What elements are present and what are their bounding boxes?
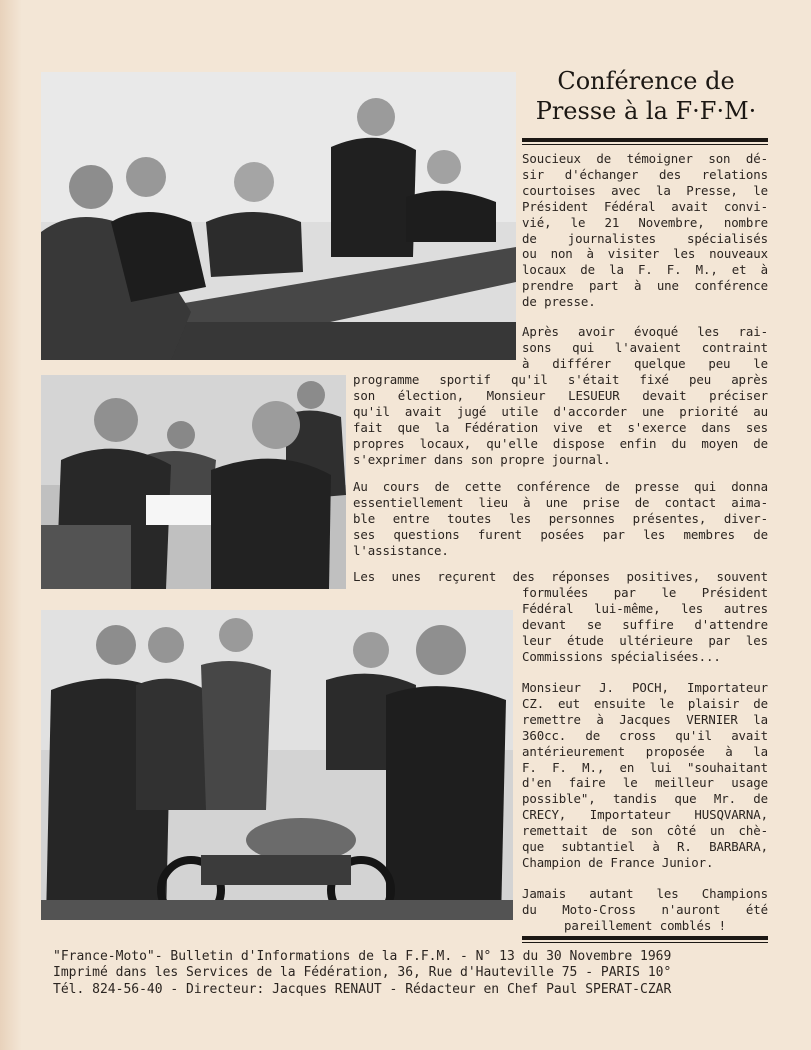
text-line: son élection, Monsieur LESUEUR devait préciser	[353, 387, 768, 403]
text-line: Champion de France Junior.	[522, 854, 714, 870]
text-line: ble entre toutes les personnes présentes, diver-	[353, 510, 768, 526]
text-line: vié, le 21 Novembre, nombre	[522, 214, 768, 230]
closing-rule-thin	[522, 942, 768, 943]
closing-rule-thick	[522, 936, 768, 940]
paragraph-6	[522, 886, 768, 934]
text-line: Au cours de cette conférence de presse qui donna	[353, 479, 768, 494]
footer-line-1: "France-Moto"- Bulletin d'Informations de la F.F.M. - N° 13 du 30 Novembre 1969	[53, 949, 672, 964]
text-line: ou non à visiter les nouveaux	[522, 246, 768, 262]
text-line: Président Fédéral avait convi-	[522, 198, 768, 214]
text-line: fait que la Fédération vive et s'exerce dans ses	[353, 419, 768, 435]
footer-line-3: Tél. 824-56-40 - Directeur: Jacques RENAUT - Rédacteur en Chef Paul SPERAT-CZAR	[53, 981, 672, 997]
text-line: essentiellement lieu à une prise de contact aima-	[353, 494, 768, 510]
text-line: CRECY, Importateur HUSQVARNA,	[522, 807, 768, 823]
text-line: Commissions spécialisées...	[522, 648, 721, 664]
text-line: prendre part à une conférence	[522, 278, 768, 294]
paragraph-2-narrow	[522, 324, 768, 372]
text-line: F. F. M., en lui "souhaitant	[522, 759, 768, 775]
text-line: pareillement comblés !	[564, 917, 726, 933]
paragraph-5	[522, 680, 768, 871]
text-line: 360cc. de cross qu'il avait	[522, 727, 768, 743]
text-line: s'exprimer dans son propre journal.	[353, 451, 611, 467]
text-line: CZ. eut ensuite le plaisir de	[522, 695, 768, 711]
paper-edge	[0, 0, 22, 1050]
text-line: programme sportif qu'il s'était fixé peu après	[353, 372, 768, 387]
title-line-1: Conférence de	[557, 67, 735, 95]
text-line: à différer quelque peu le	[522, 355, 768, 371]
footer-line-2: Imprimé dans les Services de la Fédération, 36, Rue d'Hauteville 75 - PARIS 10°	[53, 965, 672, 981]
text-line: Monsieur J. POCH, Importateur	[522, 680, 768, 695]
text-line: de presse.	[522, 294, 596, 310]
text-line: leur étude ultérieure par les	[522, 632, 768, 648]
text-line: du Moto-Cross n'auront été	[522, 901, 768, 917]
text-line: devant se suffire d'attendre	[522, 616, 768, 632]
text-line: qu'il avait jugé utile d'accorder une priorité au	[353, 403, 768, 419]
text-line: de journalistes spécialisés	[522, 230, 768, 246]
text-line: Jamais autant les Champions	[522, 886, 768, 901]
text-line: locaux de la F. F. M., et à	[522, 262, 768, 278]
text-line: courtoises avec la Presse, le	[522, 182, 768, 198]
text-line: Après avoir évoqué les rai-	[522, 324, 768, 339]
text-line: Fédéral lui-même, les autres	[522, 600, 768, 616]
text-line: remettre à Jacques VERNIER la	[522, 711, 768, 727]
text-line: d'en faire le meilleur usage	[522, 775, 768, 791]
photo-press-conference-table	[41, 72, 516, 360]
text-line: remettait de son côté un chè-	[522, 823, 768, 839]
text-line: sir d'échanger des relations	[522, 166, 768, 182]
photo-motorcycle-presentation	[41, 610, 513, 920]
paragraph-3	[353, 479, 768, 559]
text-line: Soucieux de témoigner son dé-	[522, 151, 768, 166]
article-title	[520, 66, 772, 126]
text-line: formulées par le Président	[522, 585, 768, 600]
title-rule-thick	[522, 138, 768, 142]
text-line: possible", tandis que Mr. de	[522, 791, 768, 807]
text-line: l'assistance.	[353, 542, 449, 558]
paragraph-4-narrow	[522, 585, 768, 665]
text-line: sons qui l'avaient contraint	[522, 339, 768, 355]
photo-handshake	[41, 375, 346, 589]
text-line: antérieurement proposée à la	[522, 743, 768, 759]
text-line: propres locaux, qu'elle dispose enfin du moyen de	[353, 435, 768, 451]
paragraph-2-wide	[353, 372, 768, 467]
text-line: que subtantiel à R. BARBARA,	[522, 839, 768, 855]
title-rule-thin	[522, 144, 768, 145]
text-line: ses questions furent posées par les membres de	[353, 526, 768, 542]
paragraph-4-wide	[353, 569, 768, 585]
publication-footer	[53, 949, 773, 998]
title-line-2: Presse à la F·F·M·	[535, 97, 757, 125]
text-line: Les unes reçurent des réponses positives, souvent	[353, 569, 768, 584]
paragraph-1	[522, 151, 768, 310]
